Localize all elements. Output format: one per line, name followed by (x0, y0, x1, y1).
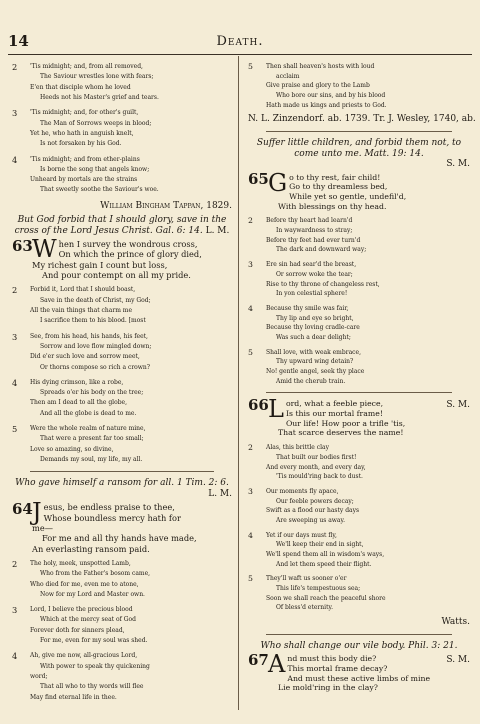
stanza-lines (30, 332, 232, 373)
stanza-lines (266, 260, 470, 299)
verse-line: The dark and downward way; (276, 246, 367, 254)
verse-line-text: o to thy rest, fair child! (289, 172, 381, 182)
verse-line: Ah, give me now, all-gracious Lord, (30, 652, 138, 660)
verse-line: Or thorns compose so rich a crown? (40, 363, 151, 371)
stanza (248, 216, 470, 255)
verse-line: Sorrow and love flow mingled down; (40, 342, 152, 350)
verse-line: With power to speak thy quickening (40, 662, 150, 670)
verse-line: My richest gain I count but loss, (32, 259, 168, 270)
header-rule (8, 54, 472, 55)
stanza (12, 155, 232, 196)
hymn-number: 67 (248, 651, 269, 670)
stanza-number: 5 (248, 62, 253, 71)
verse-line: That were a present far too small; (40, 435, 144, 443)
hymn-63-scripture: But God forbid that I should glory, save in the cross of the Lord Jesus Christ. Gal. 6: 14. (14, 215, 227, 236)
hymn-number: 63 (12, 237, 33, 256)
verse-line: In waywardness to stray; (276, 227, 353, 235)
drop-cap: J (32, 498, 42, 527)
hymn-63-meter: L. M. (205, 225, 230, 236)
verse-line-text: hen I survey the wondrous cross, (58, 239, 198, 250)
verse-line: See, from his head, his hands, his feet, (30, 332, 148, 340)
stanza (248, 260, 470, 299)
verse-line: With blessings on thy head. (278, 201, 387, 211)
verse-line: Before thy feet had ever turn'd (266, 236, 361, 244)
verse-line: For me and all thy hands have made, (42, 533, 197, 544)
hymn-64 (12, 498, 232, 703)
verse-line: Are sweeping us away. (276, 516, 345, 524)
verse-line: Hath made us kings and priests to God. (266, 101, 387, 109)
verse-line: And every month, and every day, (266, 463, 366, 471)
attribution-watts: Watts. (441, 617, 470, 628)
verse-line: On which the prince of glory died, (58, 249, 202, 260)
drop-cap: W (32, 235, 57, 264)
hymn-64-final-stanza (248, 62, 470, 110)
verse-line: Whose boundless mercy hath for (43, 512, 181, 523)
stanza-lines (266, 216, 470, 255)
verse-line: An everlasting ransom paid. (32, 543, 150, 554)
verse-line: me— (32, 522, 53, 533)
stanza-lines (30, 424, 232, 465)
hymn-63-heading (12, 215, 232, 236)
verse-line: Love so amazing, so divine, (30, 445, 114, 453)
verse-line: For me, even for my soul was shed. (40, 637, 148, 645)
verse-line: Go to thy dreamless bed, (289, 182, 388, 192)
stanza-lines (32, 498, 232, 554)
stanza-lines (30, 155, 232, 196)
verse-line: That built our bodies first! (276, 453, 357, 461)
stanza-number: 5 (248, 574, 253, 584)
verse-line: 'Tis mould'ring back to dust. (276, 473, 363, 481)
hymn-62-continuation (12, 62, 232, 196)
hymn-65-meter: S. M. (446, 159, 470, 170)
stanza (248, 443, 470, 482)
stanza (12, 332, 232, 373)
hymn-meter: S. M. (446, 400, 470, 411)
stanza (248, 348, 470, 387)
verse-line: May find eternal life in thee. (30, 693, 117, 701)
hymn-63 (12, 235, 232, 465)
stanza-number: 4 (248, 303, 253, 313)
verse-line: I sacrifice them to his blood. [most (40, 317, 146, 325)
verse-line: Spreads o'er his body on the tree; (40, 389, 144, 397)
verse-line: All the vain things that charm me (30, 306, 133, 314)
stanza-lines (266, 304, 470, 343)
stanza-lines (32, 235, 232, 280)
verse-line: The holy, meek, unspotted Lamb, (30, 559, 131, 567)
verse-line: Is borne the song that angels know; (40, 165, 150, 173)
stanza-number: 3 (248, 486, 253, 496)
verse-line: That sweetly soothe the Saviour's woe. (40, 186, 159, 194)
stanza-lines (266, 531, 470, 570)
stanza-lines (30, 605, 232, 646)
stanza (248, 487, 470, 526)
hymn-65 (248, 168, 470, 387)
verse-line: Give praise and glory to the Lamb (266, 82, 370, 90)
verse-line: 'Tis midnight; and, from all removed, (30, 63, 143, 70)
verse-line: Then shall heaven's hosts with loud (266, 63, 375, 70)
stanza (12, 285, 232, 326)
verse-line: Thy lip and eye so bright, (276, 314, 354, 322)
verse-line: Our life! How poor a trifle 'tis, (285, 418, 406, 428)
verse-line: Who bore our sins, and by his blood (276, 92, 386, 100)
hymn-separator (30, 471, 214, 472)
stanza-number: 2 (12, 285, 18, 296)
verse-line-text: ord, what a feeble piece, (285, 399, 384, 409)
verse-line: Unheard by mortals are the strains (30, 176, 138, 184)
first-stanza (248, 650, 470, 693)
hymn-67-scripture: Who shall change our vile body. Phil. 3: 21. (260, 640, 458, 651)
stanza (248, 304, 470, 343)
verse-line: Yet he, who hath in anguish knelt, (30, 129, 134, 137)
verse-line: And let them speed their flight. (276, 560, 372, 568)
verse-line: 'Tis midnight; and, for other's guilt, (30, 109, 139, 117)
stanza (12, 559, 232, 600)
verse-line: We'll spend them all in wisdom's ways, (266, 551, 385, 558)
hymn-64-heading (12, 478, 232, 499)
attribution-tappan: William Bingham Tappan, 1829. (100, 200, 232, 211)
verse-line: Soon we shall reach the peaceful shore (266, 594, 386, 602)
verse-line: Our feeble powers decay; (276, 497, 354, 505)
verse-line: We'll keep their end in sight, (276, 541, 364, 549)
verse-line: And all the globe is dead to me. (40, 409, 137, 417)
stanza-lines (30, 108, 232, 149)
verse-line: No! gentle angel, seek thy place (266, 368, 365, 375)
verse-line: Lie mold'ring in the clay? (278, 683, 378, 693)
stanza-number: 5 (12, 424, 18, 435)
first-stanza (248, 168, 470, 212)
verse-line: Thy upward wing detain? (276, 358, 354, 366)
verse-line: Now for my Lord and Master own. (40, 590, 145, 598)
verse-line: Did e'er such love and sorrow meet, (30, 353, 140, 361)
verse-line: acclaim (276, 72, 300, 80)
stanza (248, 531, 470, 570)
stanza (12, 378, 232, 419)
verse-line: The Saviour wrestles lone with fears; (40, 73, 154, 81)
stanza (12, 605, 232, 646)
verse-line: 'Tis midnight; and from ether-plains (30, 155, 140, 163)
first-stanza (12, 498, 232, 554)
hymn-number: 64 (12, 500, 33, 519)
stanza-lines (268, 650, 470, 693)
left-column (12, 62, 232, 708)
stanza (248, 574, 470, 613)
column-divider (238, 56, 239, 710)
verse-line-text: nd must this body die? (287, 654, 377, 664)
drop-cap: G (268, 168, 288, 197)
verse-line: Were the whole realm of nature mine, (30, 425, 146, 433)
stanza-lines (30, 378, 232, 419)
stanza-lines (30, 62, 232, 103)
verse-line: The Man of Sorrows weeps in blood; (40, 119, 152, 127)
stanza-number: 3 (12, 331, 18, 342)
hymn-64-meter: L. M. (208, 488, 232, 499)
verse-line: Heeds not his Master's grief and tears. (40, 93, 159, 101)
running-title: Death. (216, 34, 264, 49)
verse-line: Who from the Father's bosom came, (40, 570, 151, 578)
hymn-number: 66 (248, 396, 269, 415)
hymn-separator (266, 131, 452, 132)
stanza-number: 2 (248, 216, 253, 226)
verse-line: Our moments fly apace, (266, 487, 339, 495)
verse-line: Amid the cherub train. (276, 377, 346, 385)
verse-line: While yet so gentle, undefil'd, (289, 192, 407, 201)
stanza-number: 3 (12, 108, 18, 119)
hymn-66 (248, 395, 470, 613)
verse-line: Was such a dear delight; (276, 333, 351, 341)
verse-line: Of bless'd eternity. (276, 604, 333, 612)
stanza-number: 2 (12, 62, 18, 72)
verse-line: Which at the mercy seat of God (40, 616, 136, 624)
stanza-number: 5 (248, 347, 253, 357)
stanza (12, 424, 232, 465)
verse-line: His dying crimson, like a robe, (30, 378, 124, 386)
stanza-lines (268, 395, 470, 438)
hymn-separator (266, 634, 452, 635)
drop-cap: A (268, 650, 286, 679)
stanza-number: 2 (12, 558, 18, 569)
verse-line: Before thy heart had learn'd (266, 217, 353, 225)
verse-line: E'en that disciple whom he loved (30, 83, 131, 91)
hymn-67 (248, 650, 470, 693)
verse-line: Shall love, with weak embrace, (266, 348, 361, 356)
stanza (12, 62, 232, 103)
stanza-lines (266, 487, 470, 526)
verse-line: This mortal frame decay? (287, 664, 388, 673)
verse-line: Alas, this brittle clay (266, 444, 329, 452)
stanza-lines (266, 443, 470, 482)
page-number: 14 (8, 32, 29, 50)
stanza-lines (266, 62, 470, 110)
verse-line: Demands my soul, my life, my all. (40, 456, 143, 463)
stanza-number: 4 (12, 154, 18, 165)
verse-line-text: esus, be endless praise to thee, (43, 502, 175, 513)
stanza-number: 3 (248, 260, 253, 270)
first-stanza (248, 395, 470, 438)
attribution-zinzendorf: N. L. Zinzendorf. ab. 1739. Tr. J. Wesley, 1740, ab. (248, 114, 476, 125)
stanza-lines (30, 285, 232, 326)
verse-line: Or sorrow woke the tear; (276, 270, 353, 278)
hymn-meter: S. M. (446, 655, 470, 666)
verse-line: This life's tempestuous sea; (276, 585, 361, 593)
verse-line: And must these active limbs of mine (287, 673, 431, 683)
verse-line: word; (30, 673, 48, 680)
verse-line: Is this our mortal frame! (285, 409, 383, 419)
verse-line: Ere sin had sear'd the breast, (266, 261, 357, 269)
stanza-lines (30, 559, 232, 600)
verse-line: Save in the death of Christ, my God; (40, 296, 151, 304)
verse-line: Swift as a flood our hasty days (266, 507, 360, 515)
verse-line: That all who to thy words will flee (40, 683, 144, 691)
verse-line: And pour contempt on all my pride. (42, 270, 191, 280)
hymn-separator (266, 392, 452, 393)
stanza-number: 4 (248, 530, 253, 540)
verse-line: Yet if our days must fly, (266, 531, 337, 539)
hymn-65-scripture: Suffer little children, and forbid them not, to come unto me. Matt. 19: 14. (256, 138, 462, 159)
stanza (248, 62, 470, 110)
hymn-65-heading (248, 138, 470, 170)
stanza-number: 2 (248, 443, 253, 453)
stanza-lines (266, 574, 470, 613)
stanza-number: 4 (12, 377, 18, 388)
stanza-lines (266, 348, 470, 387)
verse-line: Because thy smile was fair, (266, 304, 349, 312)
verse-line: That scarce deserves the name! (278, 428, 404, 438)
stanza (12, 651, 232, 703)
verse-line: Because thy loving cradle-care (266, 324, 360, 332)
stanza-lines (268, 168, 470, 212)
verse-line: In yon celestial sphere! (276, 290, 348, 298)
verse-line: Is not forsaken by his God. (40, 140, 122, 148)
stanza-number: 3 (12, 605, 18, 616)
first-stanza (12, 235, 232, 280)
verse-line: Forever doth for sinners plead, (30, 626, 125, 634)
right-column (248, 62, 476, 698)
verse-line: Lord, I believe the precious blood (30, 606, 133, 614)
verse-line: Then am I dead to all the globe, (30, 399, 128, 407)
stanza (12, 108, 232, 149)
hymn-number: 65 (248, 169, 269, 188)
stanza-lines (30, 651, 232, 703)
stanza-number: 4 (12, 651, 18, 662)
hymn-64-scripture: Who gave himself a ransom for all. 1 Tim. 2: 6. (15, 478, 229, 489)
verse-line: They'll waft us sooner o'er (266, 575, 347, 583)
verse-line: Rise to thy throne of changeless rest, (266, 280, 380, 288)
verse-line: Who died for me, even me to atone, (30, 580, 139, 588)
verse-line: Forbid it, Lord that I should boast, (30, 286, 136, 294)
drop-cap: L (268, 395, 284, 424)
